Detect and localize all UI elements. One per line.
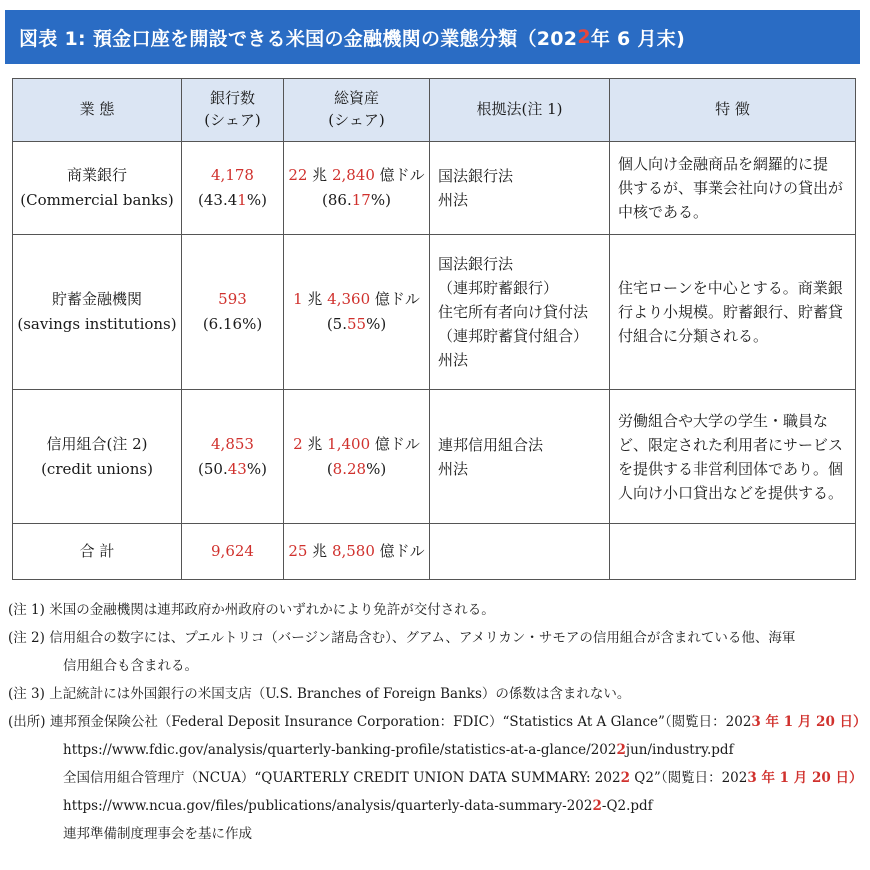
- total-law-empty: [430, 524, 610, 580]
- source-fdic-url[interactable]: https://www.fdic.gov/analysis/quarterly-banking-profile/statistics-at-a-glance/2022jun/industry.pdf: [63, 742, 734, 758]
- table-row-credit-unions: [13, 390, 856, 524]
- type-cell: 商業銀行 (Commercial banks): [13, 142, 182, 235]
- table-header-row: [13, 79, 856, 142]
- total-count: 9,624: [182, 524, 284, 580]
- table-row-savings-institutions: [13, 235, 856, 390]
- law-cell: 連邦信用組合法 州法: [430, 390, 610, 524]
- assets-cell: 2 兆 1,400 億ドル (8.28%): [284, 390, 430, 524]
- assets-cell: 1 兆 4,360 億ドル (5.55%): [284, 235, 430, 390]
- header-law: 根拠法(注 1): [430, 79, 610, 142]
- title-year-digit: 2: [577, 26, 591, 48]
- type-cell: 信用組合(注 2) (credit unions): [13, 390, 182, 524]
- footnotes: [8, 596, 867, 848]
- feature-cell: 個人向け金融商品を網羅的に提 供するが、事業会社向けの貸出が 中核である。: [610, 142, 856, 235]
- total-label: 合 計: [13, 524, 182, 580]
- feature-cell: 労働組合や大学の学生・職員な ど、限定された利用者にサービス を提供する非営利団体であり。個 人向け小口貸出などを提供する。: [610, 390, 856, 524]
- header-total-assets: 総資産 (シェア): [284, 79, 430, 142]
- source-frb: 連邦準備制度理事会を基に作成: [63, 826, 252, 842]
- type-cell: 貯蓄金融機関 (savings institutions): [13, 235, 182, 390]
- law-cell: 国法銀行法 （連邦貯蓄銀行） 住宅所有者向け貸付法 （連邦貯蓄貸付組合） 州法: [430, 235, 610, 390]
- note-3: (注 3) 上記統計には外国銀行の米国支店（U.S. Branches of Foreign Banks）の係数は含まれない。: [8, 686, 631, 702]
- title-text-end: 年 6 月末): [590, 27, 686, 50]
- total-feature-empty: [610, 524, 856, 580]
- source-ncua: 全国信用組合管理庁（NCUA）“QUARTERLY CREDIT UNION DATA SUMMARY: 2022 Q2”（閲覧日：2023 年 1 月 20 日）: [63, 770, 863, 786]
- count-cell: 4,853 (50.43%): [182, 390, 284, 524]
- source-fdic: (出所) 連邦預金保険公社（Federal Deposit Insurance Corporation：FDIC）“Statistics At A Glance”（閲覧日：2023 年 1 月 20 日）: [8, 714, 867, 730]
- table-row-commercial-banks: [13, 142, 856, 235]
- table-row-total: [13, 524, 856, 580]
- note-1: (注 1) 米国の金融機関は連邦政府か州政府のいずれかにより免許が交付される。: [8, 602, 495, 618]
- note-2-continued: 信用組合も含まれる。: [63, 658, 198, 674]
- figure-title: [5, 10, 860, 64]
- count-cell: 593 (6.16%): [182, 235, 284, 390]
- source-ncua-url[interactable]: https://www.ncua.gov/files/publications/analysis/quarterly-data-summary-2022-Q2.pdf: [63, 798, 653, 814]
- total-assets: 25 兆 8,580 億ドル: [284, 524, 430, 580]
- assets-cell: 22 兆 2,840 億ドル (86.17%): [284, 142, 430, 235]
- count-cell: 4,178 (43.41%): [182, 142, 284, 235]
- institution-table: [12, 78, 856, 580]
- header-type: 業 態: [13, 79, 182, 142]
- title-text: 図表 1: 預金口座を開設できる米国の金融機関の業態分類（202: [19, 27, 578, 50]
- note-2: (注 2) 信用組合の数字には、プエルトリコ（バージン諸島含む）、グアム、アメリカン・サモアの信用組合が含まれている他、海軍: [8, 630, 796, 646]
- header-feature: 特 徴: [610, 79, 856, 142]
- header-bank-count: 銀行数 (シェア): [182, 79, 284, 142]
- law-cell: 国法銀行法 州法: [430, 142, 610, 235]
- feature-cell: 住宅ローンを中心とする。商業銀 行より小規模。貯蓄銀行、貯蓄貸 付組合に分類される。: [610, 235, 856, 390]
